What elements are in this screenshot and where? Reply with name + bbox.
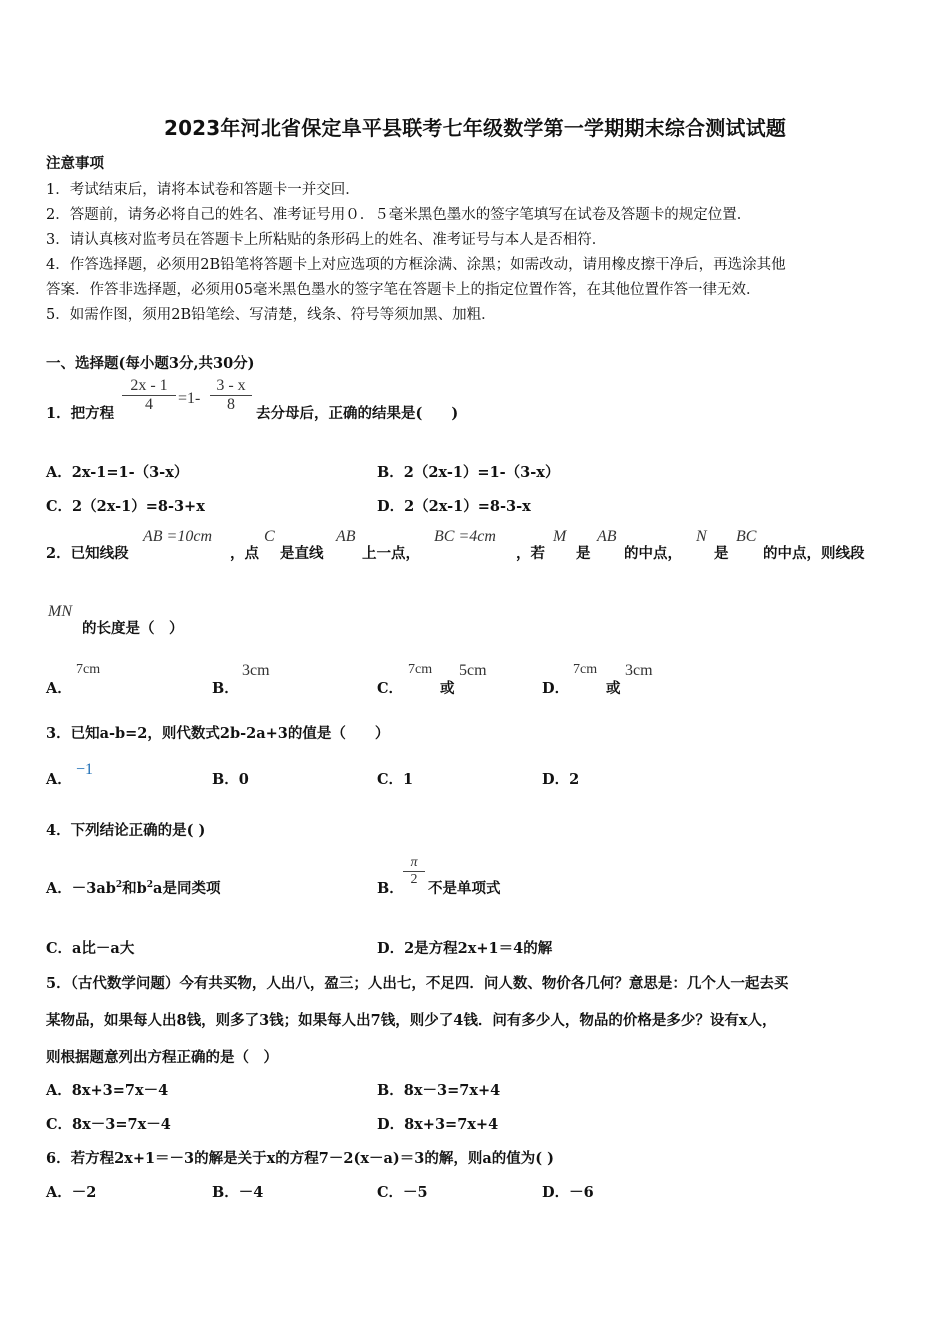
q2-option-c-value-2: 5cm [459,662,487,679]
q3-stem: 3．已知a-b=2，则代数式2b-2a+3的值是（ ） [46,725,390,742]
notice-heading: 注意事项 [46,155,104,172]
q4-option-b-fraction [403,855,425,888]
q2-text: 的长度是（ ） [82,620,184,637]
q2-math: AB [597,528,617,545]
q1-fraction-1 [122,377,176,414]
q4-option-a-part: 和b [122,880,147,897]
q6-option-c: C．－5 [377,1184,428,1201]
q4-option-a-exponent: 2 [115,880,123,891]
notice-item: 4．作答选择题，必须用2B铅笔将答题卡上对应选项的方框涂满、涂黑；如需改动，请用橡皮擦干净后，再选涂其他 [46,257,786,273]
q1-suffix: 去分母后，正确的结果是( ) [256,405,459,422]
q1-option-d: D．2（2x-1）=8-3-x [377,498,531,515]
q5-option-d: D．8x+3=7x+4 [377,1116,499,1133]
q2-math: BC [736,528,757,545]
q2-math: AB [336,528,356,545]
q2-option-d-value-2: 3cm [625,662,653,679]
q2-text: 是 [576,545,591,562]
q6-option-a: A．－2 [46,1184,97,1201]
q1-prefix: 1．把方程 [46,405,115,422]
q1-frac1-numerator: 2x - 1 [122,377,176,396]
q3-option-c: C．1 [377,771,414,788]
q1-option-c: C．2（2x-1）=8-3+x [46,498,205,515]
q2-option-a-label: A． [46,680,72,697]
q4-option-b-numerator: π [403,855,425,872]
q5-stem-line: 则根据题意列出方程正确的是（ ） [46,1049,278,1066]
q4-option-b-label: B． [377,880,404,897]
q1-equals: =1- [178,390,201,407]
q5-option-a: A．8x+3=7x－4 [46,1082,169,1099]
q4-option-b-text: 不是单项式 [428,880,501,897]
q2-text: 上一点， [362,545,420,562]
q4-option-d: D．2是方程2x+1＝4的解 [377,940,553,957]
q2-option-c-label: C． [377,680,404,697]
q2-math: C [264,528,275,545]
q5-option-c: C．8x－3=7x－4 [46,1116,171,1133]
notice-item: 3．请认真核对监考员在答题卡上所粘贴的条形码上的姓名、准考证号与本人是否相符． [46,232,607,248]
q2-option-d-label: D． [542,680,570,697]
notice-item: 2．答题前，请务必将自己的姓名、准考证号用０．５毫米黑色墨水的签字笔填写在试卷及答题卡的规定位置． [46,207,752,223]
q2-math: BC =4cm [434,528,496,545]
q2-text: 的中点， [624,545,682,562]
notice-item: 5．如需作图，须用2B铅笔绘、写清楚，线条、符号等须加黑、加粗． [46,307,496,323]
q2-text: ，点 [230,545,259,562]
q2-option-d-or: 或 [606,680,621,697]
q2-option-a-value: 7cm [76,662,101,677]
q1-fraction-2 [210,377,252,414]
q2-text: ，若 [516,545,545,562]
q4-stem: 4．下列结论正确的是( ) [46,822,206,839]
q1-frac1-denominator: 4 [145,396,153,413]
q2-math: M [553,528,567,545]
q1-frac2-numerator: 3 - x [210,377,252,396]
q2-math: AB =10cm [143,528,212,545]
q2-option-c-value-1: 7cm [408,662,433,677]
q2-option-b-label: B． [212,680,239,697]
q1-option-a: A．2x-1=1-（3-x） [46,464,189,481]
q4-option-a [46,877,220,898]
q6-option-b: B．－4 [212,1184,264,1201]
q6-stem: 6．若方程2x+1＝－3的解是关于x的方程7－2(x－a)＝3的解，则a的值为( ) [46,1150,554,1167]
notice-item: 1．考试结束后，请将本试卷和答题卡一并交回． [46,182,360,198]
q5-option-b: B．8x－3=7x+4 [377,1082,501,1099]
q2-option-c-or: 或 [440,680,455,697]
q1-option-b: B．2（2x-1）=1-（3-x） [377,464,560,481]
notice-item: 答案．作答非选择题，必须用05毫米黑色墨水的签字笔在答题卡上的指定位置作答，在其他位置作答一律无效． [46,282,761,298]
q4-option-c: C．a比－a大 [46,940,135,957]
q2-text: 的中点，则线段 [763,545,865,562]
q3-option-b: B．0 [212,771,249,788]
section-heading: 一、选择题(每小题3分,共30分) [46,355,255,372]
q4-option-b-denominator: 2 [410,872,418,887]
q4-option-a-exponent: 2 [146,880,154,891]
q4-option-a-part: A．－3ab [46,880,116,897]
q5-stem-line: 某物品，如果每人出8钱，则多了3钱；如果每人出7钱，则少了4钱．问有多少人，物品的价格是多少？设有x人， [46,1012,777,1029]
q3-option-a-label: A． [46,771,72,788]
q1-frac2-denominator: 8 [227,396,235,413]
q4-option-a-part: a是同类项 [153,880,221,897]
q5-stem-line: 5．（古代数学问题）今有共买物，人出八，盈三；人出七，不足四．问人数、物价各几何？意思是：几个人一起去买 [46,975,789,992]
q2-math: N [696,528,707,545]
q2-math: MN [48,603,72,620]
q2-option-d-value-1: 7cm [573,662,598,677]
q2-text: 2．已知线段 [46,545,129,562]
q6-option-d: D．－6 [542,1184,594,1201]
q2-text: 是直线 [280,545,324,562]
q2-text: 是 [714,545,729,562]
q3-option-a-value: −1 [76,761,94,778]
q3-option-d: D．2 [542,771,580,788]
q2-option-b-value: 3cm [242,662,270,679]
page-title: 2023年河北省保定阜平县联考七年级数学第一学期期末综合测试试题 [163,116,787,140]
